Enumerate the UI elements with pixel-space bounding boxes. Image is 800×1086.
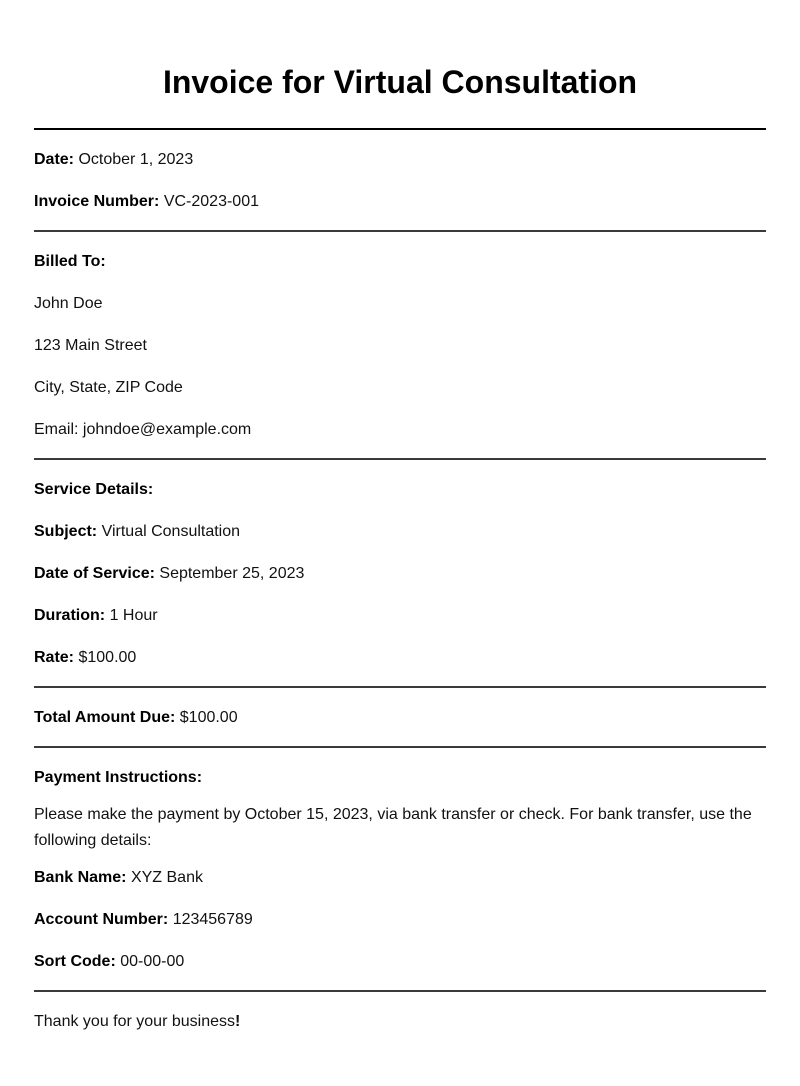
thank-you-text: Thank you for your business xyxy=(34,1013,235,1030)
thank-you-message xyxy=(34,1012,766,1032)
billed-to-city: City, State, ZIP Code xyxy=(34,379,183,396)
date-value: October 1, 2023 xyxy=(78,151,194,168)
service-details-section xyxy=(34,460,766,686)
sort-code-value: 00-00-00 xyxy=(120,953,185,970)
page-title: Invoice for Virtual Consultation xyxy=(162,64,638,100)
payment-instructions-text: Please make the payment by October 15, 2023, via bank transfer or check. For bank transfer, use the following details: xyxy=(34,806,752,849)
service-date-line xyxy=(34,564,766,584)
billed-to-name: John Doe xyxy=(34,295,103,312)
invoice-number-label: Invoice Number: xyxy=(34,193,160,210)
payment-instructions-section xyxy=(34,748,766,990)
thank-you-punctuation: ! xyxy=(235,1013,241,1030)
footer-section xyxy=(34,992,766,1032)
subject-label: Subject: xyxy=(34,523,98,540)
sort-code-label: Sort Code: xyxy=(34,953,116,970)
service-details-heading: Service Details: xyxy=(34,481,154,498)
service-date-label: Date of Service: xyxy=(34,565,155,582)
billed-to-section xyxy=(34,232,766,458)
bank-name-label: Bank Name: xyxy=(34,869,127,886)
billed-to-email: Email: johndoe@example.com xyxy=(34,421,252,438)
service-rate-line xyxy=(34,648,766,668)
invoice-date-line xyxy=(34,150,766,170)
bank-name-line xyxy=(34,868,766,888)
duration-value: 1 Hour xyxy=(109,607,158,624)
rate-label: Rate: xyxy=(34,649,75,666)
rate-value: $100.00 xyxy=(78,649,137,666)
invoice-meta-section xyxy=(34,130,766,230)
account-number-value: 123456789 xyxy=(172,911,253,928)
billed-to-street: 123 Main Street xyxy=(34,337,147,354)
subject-value: Virtual Consultation xyxy=(101,523,241,540)
service-date-value: September 25, 2023 xyxy=(159,565,305,582)
service-subject-line xyxy=(34,522,766,542)
invoice-number-line xyxy=(34,192,766,212)
duration-label: Duration: xyxy=(34,607,106,624)
total-section xyxy=(34,688,766,746)
bank-name-value: XYZ Bank xyxy=(130,869,203,886)
sort-code-line xyxy=(34,952,766,972)
account-number-line xyxy=(34,910,766,930)
total-due-value: $100.00 xyxy=(179,709,238,726)
payment-instructions-heading: Payment Instructions: xyxy=(34,769,203,786)
total-due-label: Total Amount Due: xyxy=(34,709,176,726)
date-label: Date: xyxy=(34,151,75,168)
account-number-label: Account Number: xyxy=(34,911,169,928)
service-duration-line xyxy=(34,606,766,626)
total-due-line xyxy=(34,708,766,728)
billed-to-heading: Billed To: xyxy=(34,253,106,270)
invoice-number-value: VC-2023-001 xyxy=(163,193,259,210)
